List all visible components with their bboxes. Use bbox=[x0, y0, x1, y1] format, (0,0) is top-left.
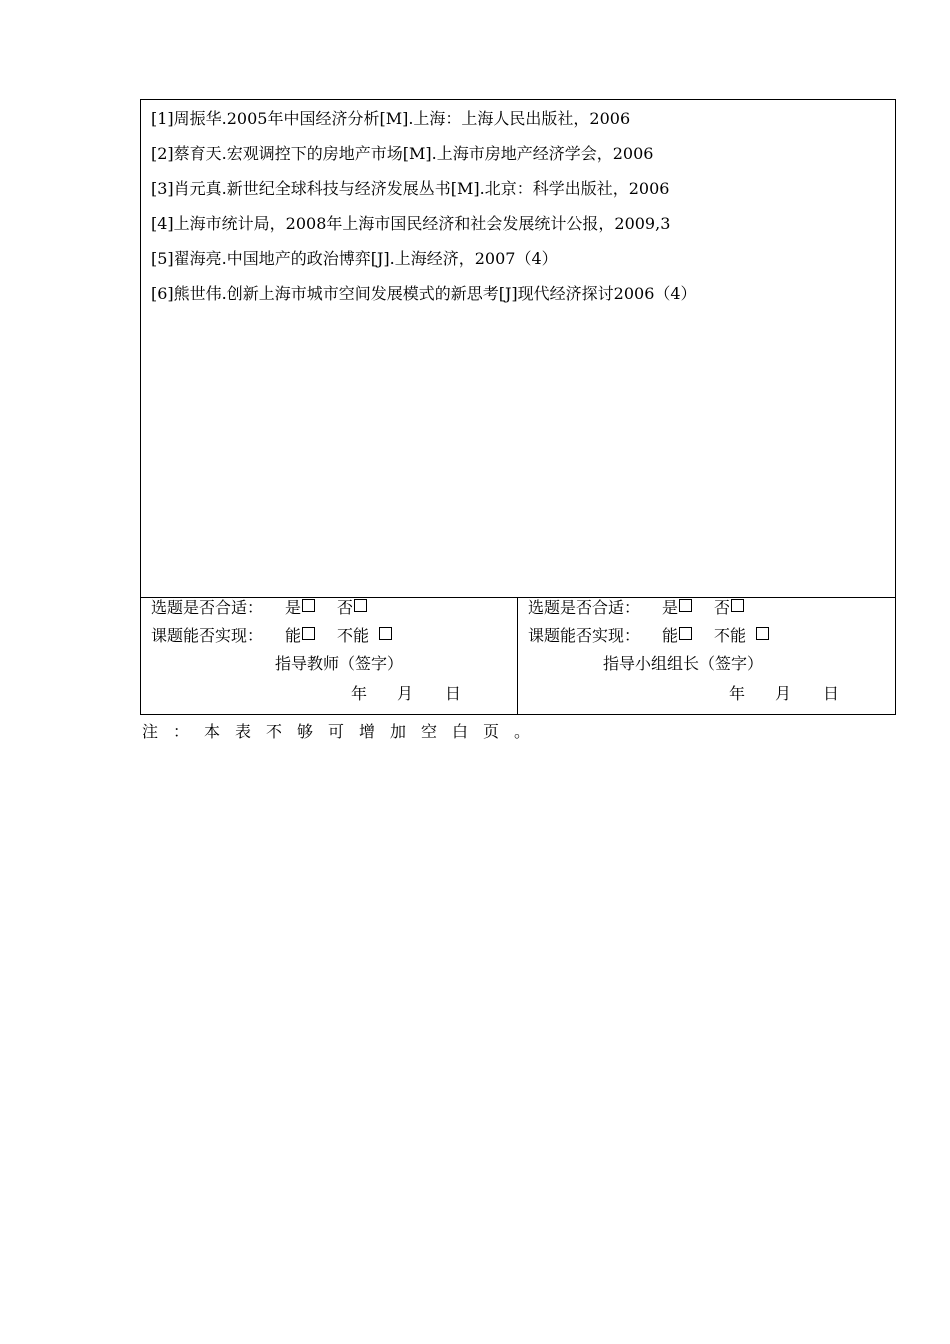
group-leader-signature-label: 指导小组组长（签字） bbox=[603, 654, 764, 673]
no-checkbox[interactable] bbox=[731, 599, 744, 612]
proposal-form-table bbox=[140, 99, 896, 715]
group-leader-date-line bbox=[729, 684, 839, 704]
advisor-signature-label: 指导教师（签字） bbox=[275, 654, 404, 673]
group-leader-approval-cell bbox=[518, 598, 895, 714]
year-label: 年 bbox=[351, 684, 368, 703]
cannot-checkbox[interactable] bbox=[379, 627, 392, 640]
cannot-label: 不能 bbox=[714, 626, 747, 645]
no-label: 否 bbox=[337, 598, 354, 617]
no-checkbox[interactable] bbox=[354, 599, 367, 612]
can-label: 能 bbox=[285, 626, 302, 645]
yes-label: 是 bbox=[285, 598, 302, 617]
topic-suitable-label: 选题是否合适： bbox=[528, 598, 641, 617]
cannot-label: 不能 bbox=[337, 626, 370, 645]
feasible-label: 课题能否实现： bbox=[151, 626, 264, 645]
references-cell bbox=[141, 100, 895, 598]
approval-row bbox=[141, 598, 895, 714]
topic-suitable-line bbox=[528, 598, 744, 618]
yes-checkbox[interactable] bbox=[679, 599, 692, 612]
feasible-line bbox=[528, 626, 769, 646]
reference-item: [6]熊世伟.创新上海市城市空间发展模式的新思考[J]现代经济探讨2006（4） bbox=[151, 284, 697, 303]
yes-label: 是 bbox=[662, 598, 679, 617]
reference-item: [3]肖元真.新世纪全球科技与经济发展丛书[M].北京：科学出版社，2006 bbox=[151, 179, 670, 198]
footnote: 注：本表不够可增加空白页。 bbox=[142, 722, 546, 741]
reference-item: [1]周振华.2005年中国经济分析[M].上海：上海人民出版社，2006 bbox=[151, 109, 631, 128]
month-label: 月 bbox=[775, 684, 792, 703]
reference-item: [2]蔡育天.宏观调控下的房地产市场[M].上海市房地产经济学会，2006 bbox=[151, 144, 654, 163]
day-label: 日 bbox=[445, 684, 462, 703]
can-checkbox[interactable] bbox=[679, 627, 692, 640]
no-label: 否 bbox=[714, 598, 731, 617]
reference-item: [5]翟海亮.中国地产的政治博弈[J].上海经济，2007（4） bbox=[151, 249, 558, 268]
can-checkbox[interactable] bbox=[302, 627, 315, 640]
year-label: 年 bbox=[729, 684, 746, 703]
can-label: 能 bbox=[662, 626, 679, 645]
advisor-approval-cell bbox=[141, 598, 518, 714]
feasible-label: 课题能否实现： bbox=[528, 626, 641, 645]
day-label: 日 bbox=[823, 684, 840, 703]
cannot-checkbox[interactable] bbox=[756, 627, 769, 640]
advisor-date-line bbox=[351, 684, 461, 704]
topic-suitable-label: 选题是否合适： bbox=[151, 598, 264, 617]
month-label: 月 bbox=[397, 684, 414, 703]
topic-suitable-line bbox=[151, 598, 367, 618]
feasible-line bbox=[151, 626, 392, 646]
yes-checkbox[interactable] bbox=[302, 599, 315, 612]
reference-item: [4]上海市统计局，2008年上海市国民经济和社会发展统计公报，2009,3 bbox=[151, 214, 671, 233]
